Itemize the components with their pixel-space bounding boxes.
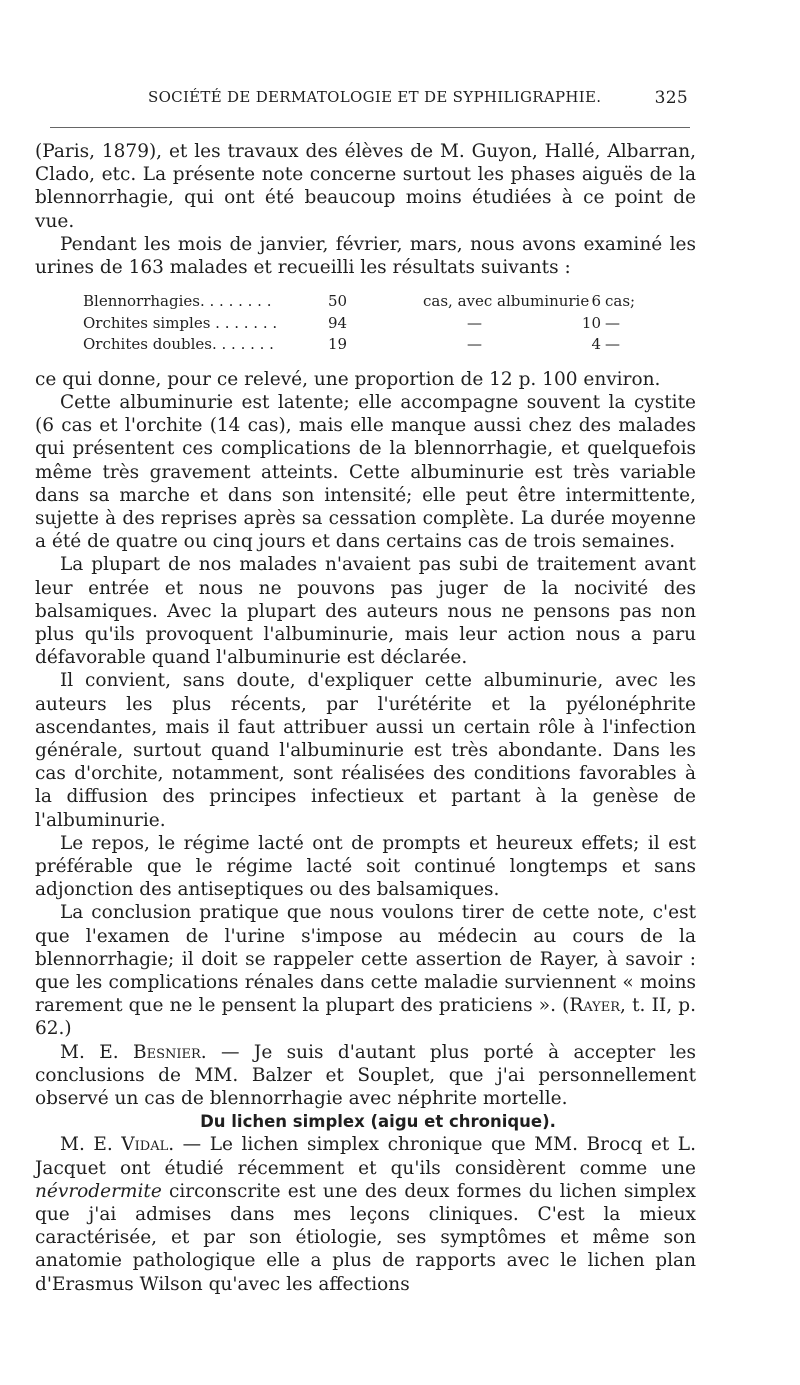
table-row <box>35 313 696 335</box>
row-albuminuria-count: 10 <box>581 313 601 332</box>
header-rule <box>50 127 690 128</box>
row-label: Blennorrhagies. . . . . . . . <box>83 292 272 311</box>
paragraph-text: La conclusion pratique que nous voulons tirer de cette note, c'est que l'examen de l'urine s'impose au médecin au cours de la blennorrhagie; il doit se rappeler cette assertion de Rayer, à savoir : que les complications rénales dans cette maladie surviennent « moins rarement que ne le pensent la plupart des praticiens ». ( <box>35 902 696 1017</box>
row-count: 19 <box>328 335 348 354</box>
row-unit: — <box>605 335 620 354</box>
paragraph: Il convient, sans doute, d'expliquer cette albuminurie, avec les auteurs les plus récents, par l'urétérite et la pyélonéphrite ascendantes, mais il faut attribuer aussi un certain rôle à l'infection générale, surtout quand l'albuminurie est très abondante. Dans les cas d'orchite, notamment, sont réalisées des conditions favorables à la diffusion des principes infectieux et partant à la genèse de l'albuminurie. <box>35 670 696 831</box>
paragraph <box>35 1041 696 1111</box>
row-count: 94 <box>328 313 348 332</box>
row-description: — <box>467 313 482 332</box>
table-row <box>35 291 696 313</box>
paragraph <box>35 901 696 1040</box>
body-text <box>35 140 696 1296</box>
row-label: Orchites simples . . . . . . . <box>83 313 278 332</box>
results-table <box>35 291 696 356</box>
paragraph-text: Je suis d'autant plus porté à accepter les conclusions de MM. Balzer et Souplet, que j'ai personnellement observé un cas de blennorrhagie avec néphrite mortelle. <box>35 1041 696 1110</box>
row-count: 50 <box>328 292 348 311</box>
row-albuminuria-count: 6 <box>591 292 601 311</box>
paragraph: La plupart de nos malades n'avaient pas subi de traitement avant leur entrée et nous ne pouvons pas juger de la nocivité des balsamiques. Avec la plupart des auteurs nous ne pensons pas non plus qu'ils provoquent l'albuminurie, mais leur action nous a paru défavorable quand l'albuminurie est déclarée. <box>35 554 696 669</box>
citation-author: Rayer <box>569 995 621 1017</box>
speaker-separator: . — <box>168 1134 210 1156</box>
speaker-separator: . — <box>200 1041 254 1063</box>
page-number: 325 <box>654 88 688 108</box>
speaker-prefix: M. E. <box>60 1041 133 1063</box>
row-unit: cas; <box>605 292 636 311</box>
row-description: — <box>467 335 482 354</box>
paragraph: Le repos, le régime lacté ont de prompts et heureux effets; il est préférable que le régime lacté soit continué longtemps et sans adjonction des antiseptiques ou des balsamiques. <box>35 832 696 901</box>
row-description: cas, avec albuminurie <box>423 292 590 311</box>
paragraph: Pendant les mois de janvier, février, mars, nous avons examiné les urines de 163 malades et recueilli les résultats suivants : <box>35 233 696 279</box>
speaker-prefix: M. E. <box>60 1134 122 1156</box>
row-unit: — <box>605 313 620 332</box>
running-title: SOCIÉTÉ DE DERMATOLOGIE ET DE SYPHILIGRAPHIE. <box>148 88 602 106</box>
paragraph: (Paris, 1879), et les travaux des élèves de M. Guyon, Hallé, Albarran, Clado, etc. La présente note concerne surtout les phases aiguës de la blennorrhagie, qui ont été beaucoup moins étudiées à ce point de vue. <box>35 141 696 232</box>
italic-term: névrodermite <box>35 1180 162 1202</box>
paragraph-text: Le lichen simplex chronique que MM. Brocq et L. Jacquet ont étudié récemment et qu'ils considèrent comme une <box>35 1134 696 1179</box>
citation-reference: , t. II, p. 62.) <box>35 995 696 1040</box>
speaker-name: Vidal <box>121 1134 169 1156</box>
paragraph <box>35 1133 696 1295</box>
paragraph-text: circonscrite est une des deux formes du lichen simplex que j'ai admises dans mes leçons cliniques. C'est la mieux caractérisée, et par son étiologie, ses symptômes et même son anatomie pathologique elle a plus de rapports avec le lichen plan d'Erasmus Wilson qu'avec les affections <box>35 1180 696 1295</box>
paragraph: ce qui donne, pour ce relevé, une proportion de 12 p. 100 environ. <box>35 368 661 390</box>
table-row <box>35 334 696 356</box>
paragraph: Cette albuminurie est latente; elle accompagne souvent la cystite (6 cas et l'orchite (14 cas), mais elle manque aussi chez des malades qui présentent ces complications de la blennorrhagie, et quelquefois même très gravement atteints. Cette albuminurie est très variable dans sa marche et dans son intensité; elle peut être intermittente, sujette à des reprises après sa cessation complète. La durée moyenne a été de quatre ou cinq jours et dans certains cas de trois semaines. <box>35 391 696 553</box>
speaker-name: Besnier <box>132 1041 201 1063</box>
section-title: Du lichen simplex (aigu et chronique). <box>200 1112 556 1132</box>
row-label: Orchites doubles. . . . . . . <box>83 335 274 354</box>
row-albuminuria-count: 4 <box>591 335 601 354</box>
